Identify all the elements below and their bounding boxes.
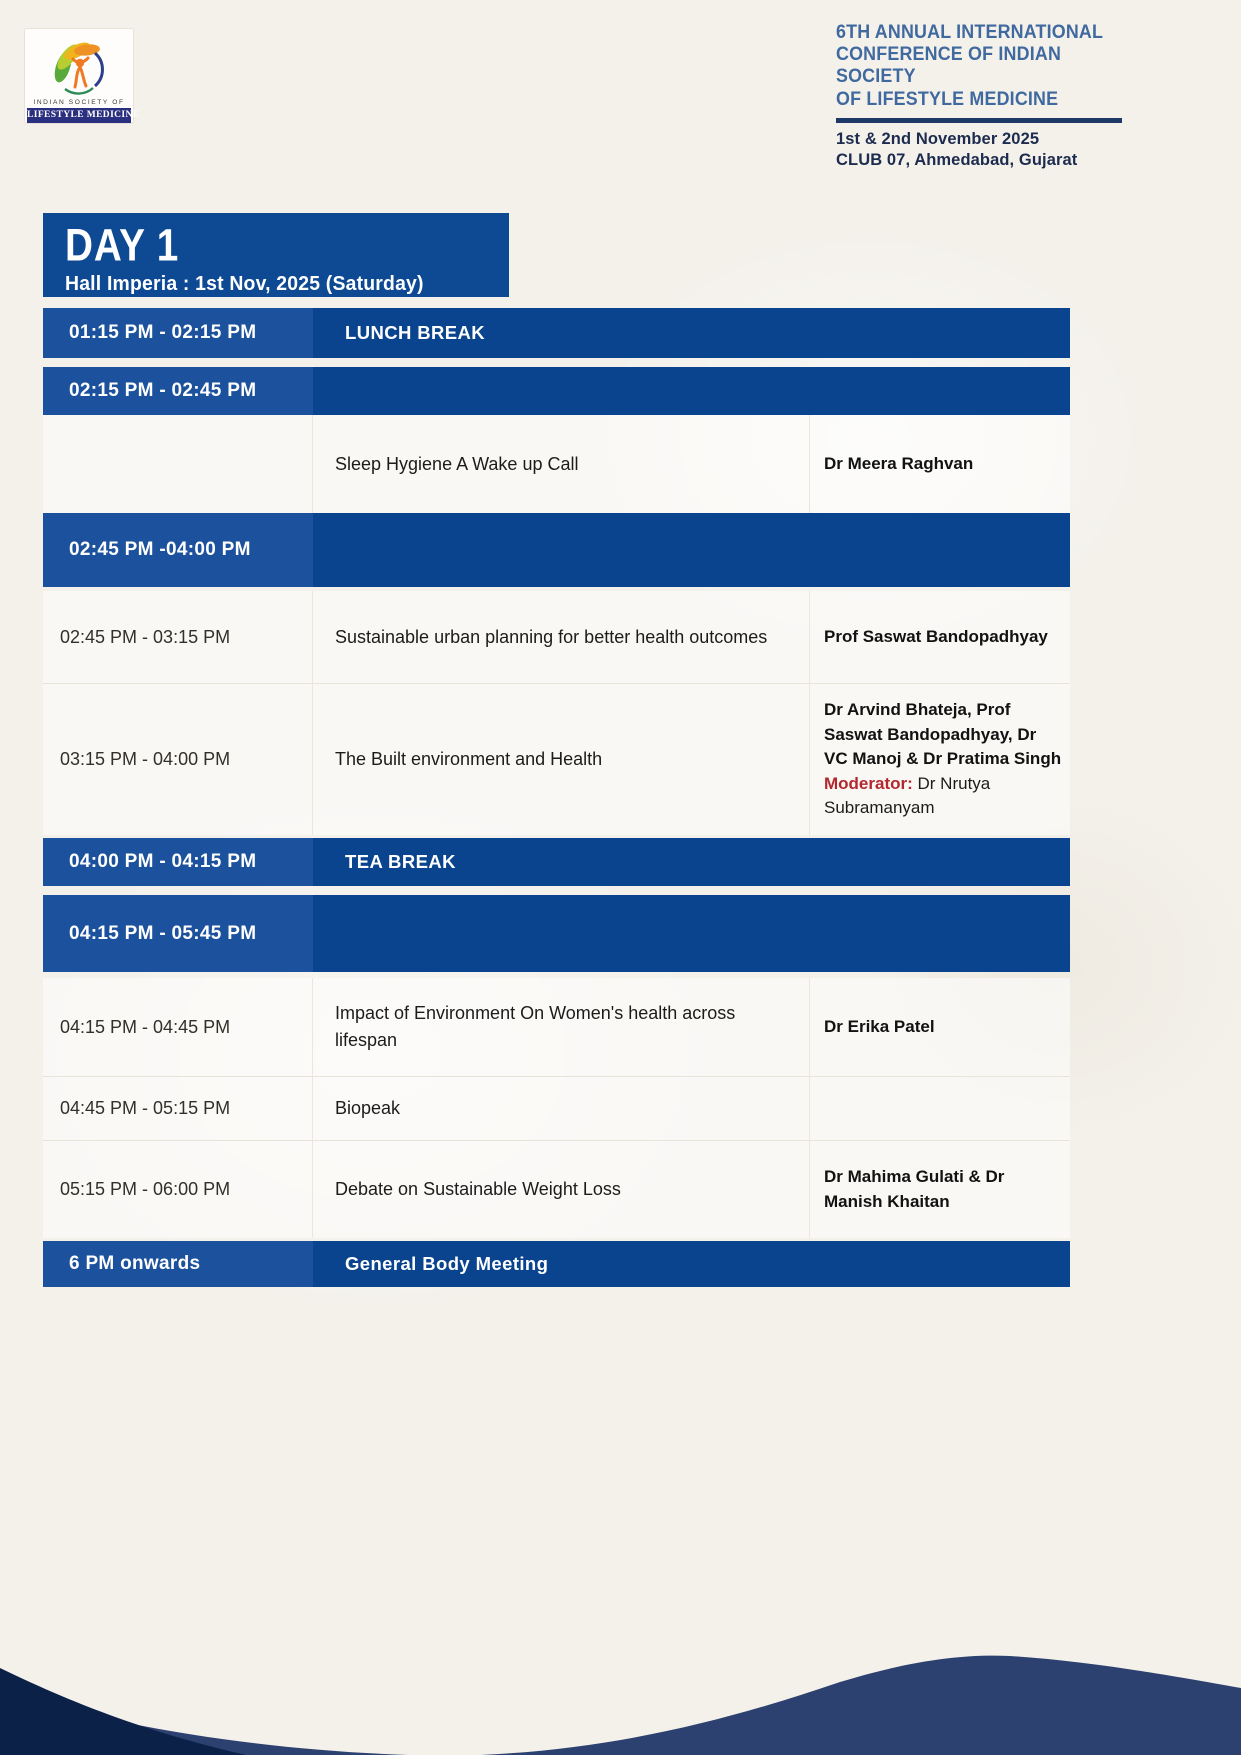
- moderator-name: Dr Nrutya Subramanyam: [824, 773, 991, 818]
- session-speaker: [810, 591, 1070, 683]
- wave-front-shape: [0, 1656, 1241, 1755]
- banner-time: 02:45 PM -04:00 PM: [43, 513, 313, 587]
- banner-label: [313, 895, 1070, 972]
- banner-label: [313, 367, 1070, 415]
- schedule-banner-row: [43, 1241, 1070, 1287]
- schedule-table: [43, 308, 1070, 1287]
- islm-logo-icon: [44, 35, 114, 97]
- banner-label: LUNCH BREAK: [313, 308, 1070, 358]
- banner-label: [313, 513, 1070, 587]
- wave-back-shape: [0, 1668, 255, 1755]
- banner-time: 02:15 PM - 02:45 PM: [43, 367, 313, 415]
- session-topic: Sustainable urban planning for better health outcomes: [313, 591, 810, 683]
- session-topic: The Built environment and Health: [313, 684, 810, 835]
- session-time: 04:45 PM - 05:15 PM: [43, 1077, 313, 1140]
- banner-time: 04:00 PM - 04:15 PM: [43, 838, 313, 886]
- conference-venue: CLUB 07, Ahmedabad, Gujarat: [836, 150, 1078, 169]
- logo-text-line2: LIFESTYLE MEDICINE: [27, 108, 131, 123]
- session-topic: Biopeak: [313, 1077, 810, 1140]
- schedule-session-row: [43, 1076, 1070, 1140]
- day-subtitle: Hall Imperia : 1st Nov, 2025 (Saturday): [65, 273, 424, 295]
- session-time: 05:15 PM - 06:00 PM: [43, 1141, 313, 1238]
- moderator-label: Moderator:: [824, 773, 913, 793]
- conference-title-line: OF LIFESTYLE MEDICINE: [836, 88, 1059, 110]
- speaker-names: Dr Meera Raghvan: [824, 453, 974, 473]
- session-speaker: [810, 684, 1070, 835]
- conference-title-line: CONFERENCE OF INDIAN SOCIETY: [836, 44, 1062, 88]
- speaker-names: Prof Saswat Bandopadhyay: [824, 626, 1048, 646]
- schedule-session-row: [43, 591, 1070, 683]
- day-banner: [43, 213, 509, 297]
- conference-date: 1st & 2nd November 2025: [836, 129, 1040, 148]
- session-topic: Debate on Sustainable Weight Loss: [313, 1141, 810, 1238]
- schedule-banner-row: [43, 513, 1070, 587]
- session-time: 02:45 PM - 03:15 PM: [43, 591, 313, 683]
- logo-text-line1: INDIAN SOCIETY OF: [33, 99, 125, 106]
- day-title: DAY 1: [65, 219, 180, 271]
- schedule-banner-row: [43, 308, 1070, 358]
- speaker-names: Dr Erika Patel: [824, 1016, 935, 1036]
- session-topic: Sleep Hygiene A Wake up Call: [313, 415, 810, 513]
- session-speaker: [810, 415, 1070, 513]
- speaker-names: Dr Mahima Gulati & Dr Manish Khaitan: [824, 1166, 1005, 1211]
- footer-wave-decoration: [0, 1555, 1241, 1755]
- conference-header: [836, 22, 1136, 170]
- schedule-banner-row: [43, 895, 1070, 972]
- speaker-names: Dr Arvind Bhateja, Prof Saswat Bandopadhyay, Dr VC Manoj & Dr Pratima Singh: [824, 699, 1062, 769]
- schedule-banner-row: [43, 838, 1070, 886]
- banner-time: 6 PM onwards: [43, 1241, 313, 1287]
- session-speaker: [810, 978, 1070, 1076]
- schedule-session-row: [43, 978, 1070, 1076]
- conference-title: [836, 22, 1118, 111]
- session-speaker: [810, 1141, 1070, 1238]
- conference-title-line: 6TH ANNUAL INTERNATIONAL: [836, 22, 1104, 43]
- banner-label: General Body Meeting: [313, 1241, 1070, 1287]
- banner-time: 01:15 PM - 02:15 PM: [43, 308, 313, 358]
- session-speaker: [810, 1077, 1070, 1140]
- session-time: [43, 415, 313, 513]
- session-time: 03:15 PM - 04:00 PM: [43, 684, 313, 835]
- session-topic: Impact of Environment On Women's health across lifespan: [313, 978, 810, 1076]
- schedule-session-row: [43, 415, 1070, 513]
- islm-logo: [24, 28, 140, 124]
- banner-time: 04:15 PM - 05:45 PM: [43, 895, 313, 972]
- schedule-session-row: [43, 683, 1070, 835]
- schedule-session-row: [43, 1140, 1070, 1238]
- session-time: 04:15 PM - 04:45 PM: [43, 978, 313, 1076]
- moderator-line: [824, 772, 1064, 821]
- schedule-banner-row: [43, 367, 1070, 415]
- banner-label: TEA BREAK: [313, 838, 1070, 886]
- header-divider: [836, 118, 1122, 123]
